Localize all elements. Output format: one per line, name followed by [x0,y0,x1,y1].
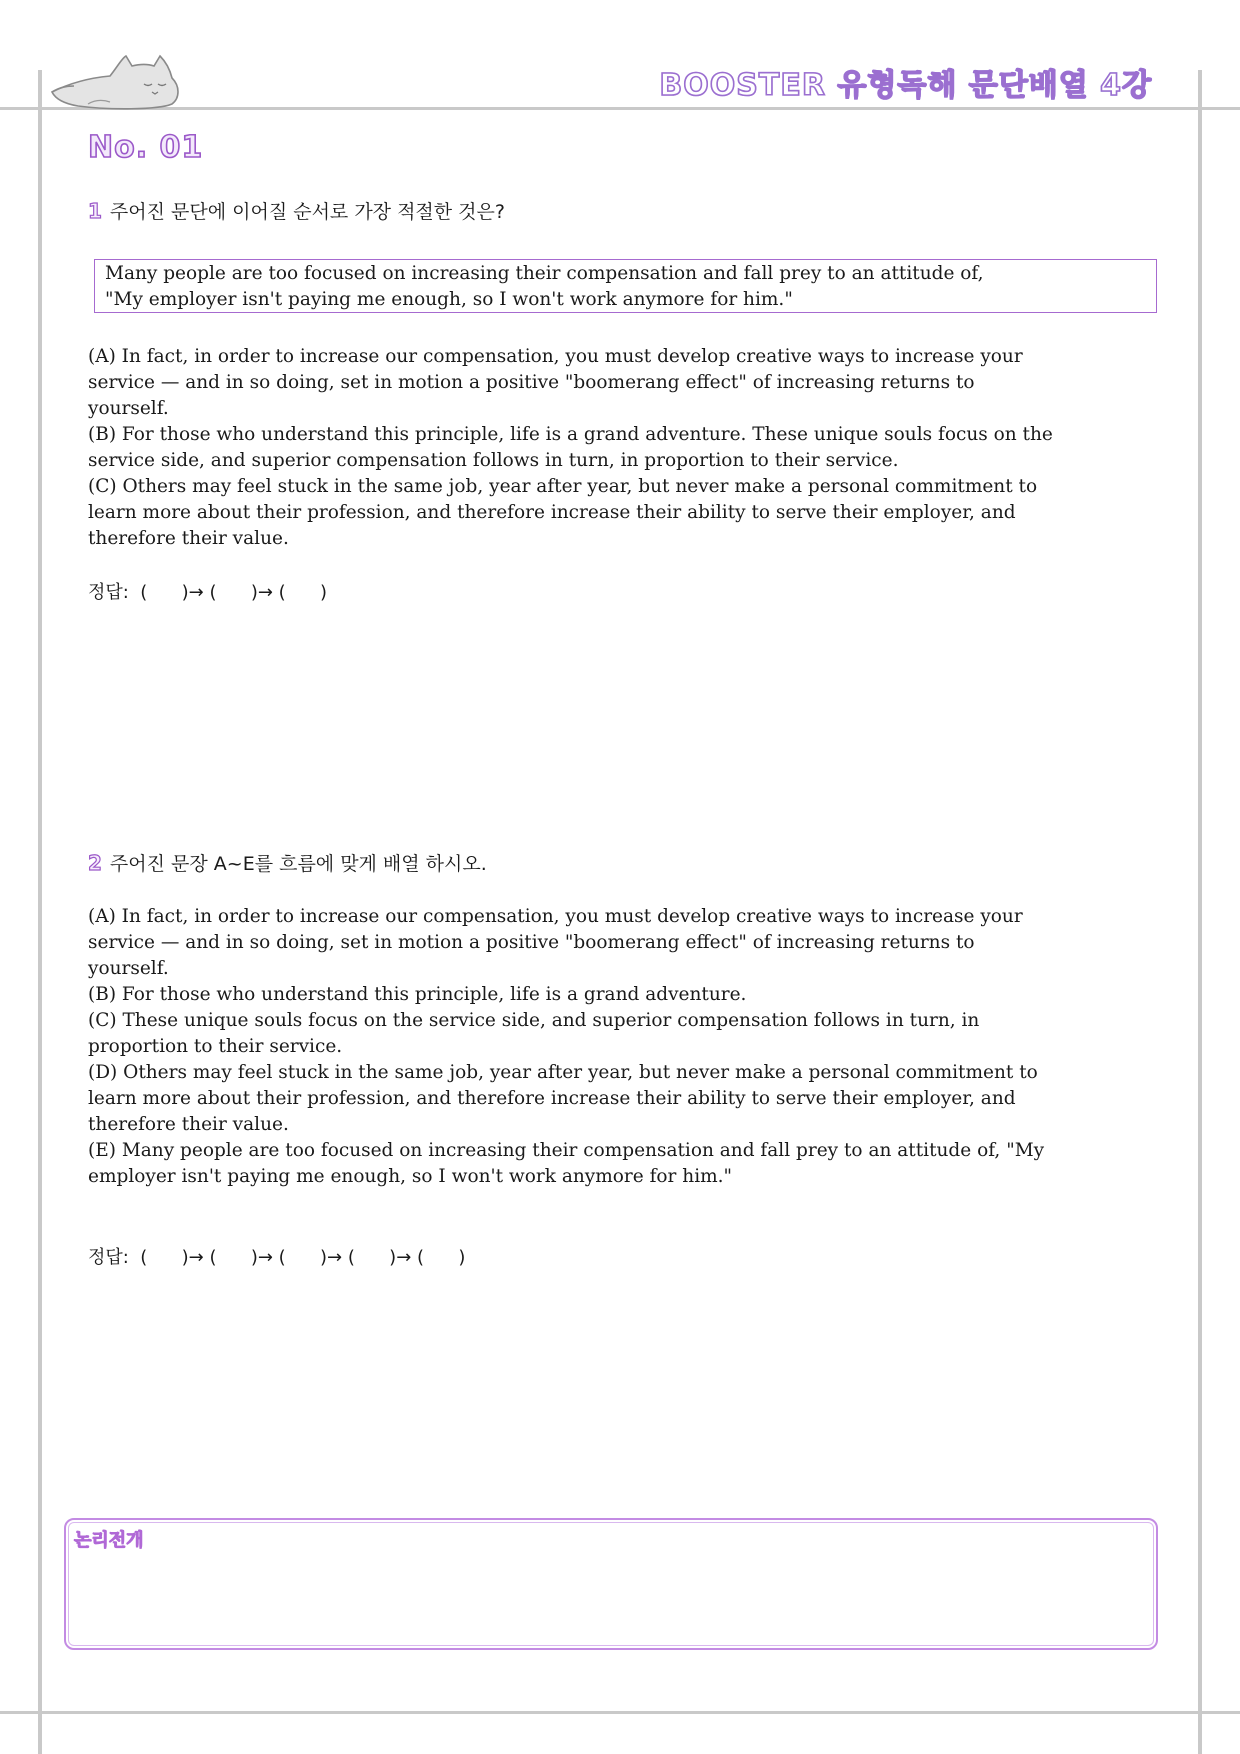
passage-line: (B) For those who understand this principle, life is a grand adventure. These unique souls focus on the [88,424,1053,445]
passage-line: (C) These unique souls focus on the service side, and superior compensation follows in turn, in [88,1010,980,1031]
passage-line: yourself. [88,398,169,419]
question-2-passage [88,904,1148,1190]
given-paragraph-box [94,259,1157,313]
passage-line: yourself. [88,958,169,979]
passage-line: therefore their value. [88,528,289,549]
logic-flow-label: 논리전개 [74,1530,144,1551]
logic-flow-box[interactable] [64,1518,1158,1650]
question-2-title [88,849,487,876]
question-1-text: 주어진 문단에 이어질 순서로 가장 적절한 것은? [109,201,505,223]
frame-left-line [38,70,42,1754]
passage-line: service — and in so doing, set in motion a positive "boomerang effect" of increasing returns to [88,932,975,953]
question-1-number: 1 [88,199,102,223]
question-2-text: 주어진 문장 A~E를 흐름에 맞게 배열 하시오. [109,853,487,875]
passage-line: service — and in so doing, set in motion a positive "boomerang effect" of increasing returns to [88,372,975,393]
passage-line: employer isn't paying me enough, so I won't work anymore for him." [88,1166,733,1187]
passage-line: (A) In fact, in order to increase our compensation, you must develop creative ways to increase your [88,346,1023,367]
given-line: "My employer isn't paying me enough, so I won't work anymore for him." [105,289,793,310]
question-2-number: 2 [88,851,102,875]
header-title: BOOSTER 유형독해 문단배열 4강 [659,60,1152,104]
passage-line: proportion to their service. [88,1036,343,1057]
frame-right-line [1198,70,1202,1754]
passage-line: service side, and superior compensation follows in turn, in proportion to their service. [88,450,899,471]
frame-bottom-line [0,1711,1240,1714]
frame-top-line [0,107,1240,110]
question-1-answer[interactable]: 정답: ( )→ ( )→ ( ) [88,582,328,603]
sleeping-cat-icon [48,48,184,112]
question-1-title [88,197,505,224]
passage-line: (E) Many people are too focused on increasing their compensation and fall prey to an attitude of, "My [88,1140,1045,1161]
passage-line: learn more about their profession, and therefore increase their ability to serve their employer, and [88,1088,1016,1109]
passage-line: (B) For those who understand this principle, life is a grand adventure. [88,984,747,1005]
question-1-passage [88,344,1148,552]
passage-line: learn more about their profession, and therefore increase their ability to serve their employer, and [88,502,1016,523]
passage-line: (A) In fact, in order to increase our compensation, you must develop creative ways to increase your [88,906,1023,927]
problem-number: No. 01 [88,130,204,165]
question-2-answer[interactable]: 정답: ( )→ ( )→ ( )→ ( )→ ( ) [88,1247,466,1268]
passage-line: (C) Others may feel stuck in the same job, year after year, but never make a personal commitment to [88,476,1038,497]
passage-line: therefore their value. [88,1114,289,1135]
given-line: Many people are too focused on increasing their compensation and fall prey to an attitude of, [105,263,984,284]
passage-line: (D) Others may feel stuck in the same job, year after year, but never make a personal commitment to [88,1062,1038,1083]
